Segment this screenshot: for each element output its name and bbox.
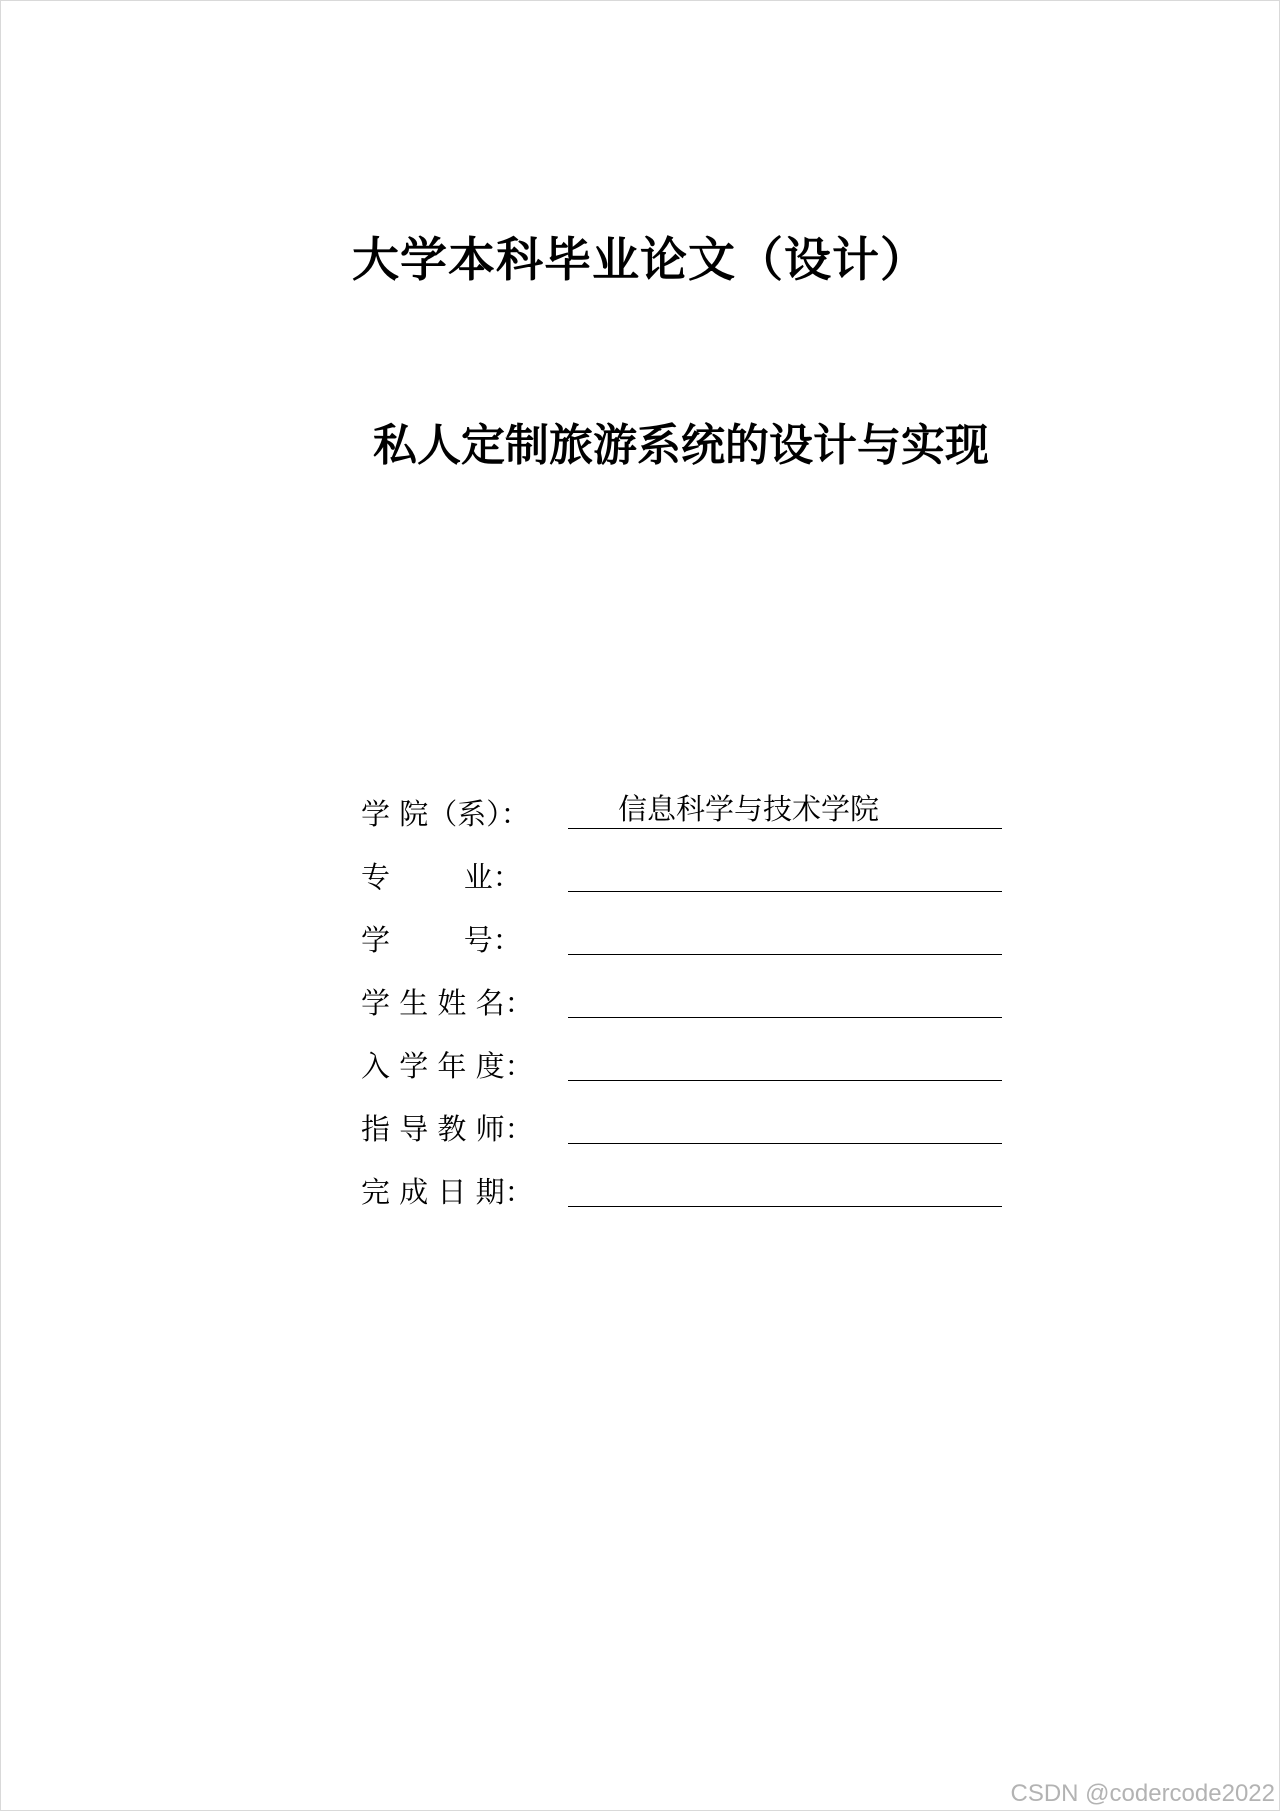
field-label-major: 专 业： (361, 860, 522, 894)
field-row-major (361, 834, 1011, 897)
field-value-major (568, 852, 1002, 892)
field-label-enrollment-year: 入 学 年 度： (361, 1049, 534, 1083)
thesis-title: 私人定制旅游系统的设计与实现 (373, 420, 989, 471)
field-label-college: 学 院（系）： (361, 797, 530, 831)
watermark: CSDN @codercode2022 (1010, 1780, 1275, 1807)
field-label-student-id: 学 号： (361, 923, 522, 957)
field-label-student-name: 学 生 姓 名： (361, 986, 534, 1020)
field-value-college: 信息科学与技术学院 (568, 789, 1002, 829)
field-row-student-id (361, 897, 1011, 960)
field-value-student-name (568, 978, 1002, 1018)
cover-info-form (361, 771, 1011, 1212)
field-row-enrollment-year (361, 1023, 1011, 1086)
field-row-college (361, 771, 1011, 834)
field-value-enrollment-year (568, 1041, 1002, 1081)
field-value-student-id (568, 915, 1002, 955)
field-row-advisor (361, 1086, 1011, 1149)
field-value-advisor (568, 1104, 1002, 1144)
main-title: 大学本科毕业论文（设计） (352, 233, 928, 288)
field-value-completion-date (568, 1167, 1002, 1207)
field-row-completion-date (361, 1149, 1011, 1212)
field-row-student-name (361, 960, 1011, 1023)
field-label-completion-date: 完 成 日 期： (361, 1175, 534, 1209)
field-label-advisor: 指 导 教 师： (361, 1112, 534, 1146)
